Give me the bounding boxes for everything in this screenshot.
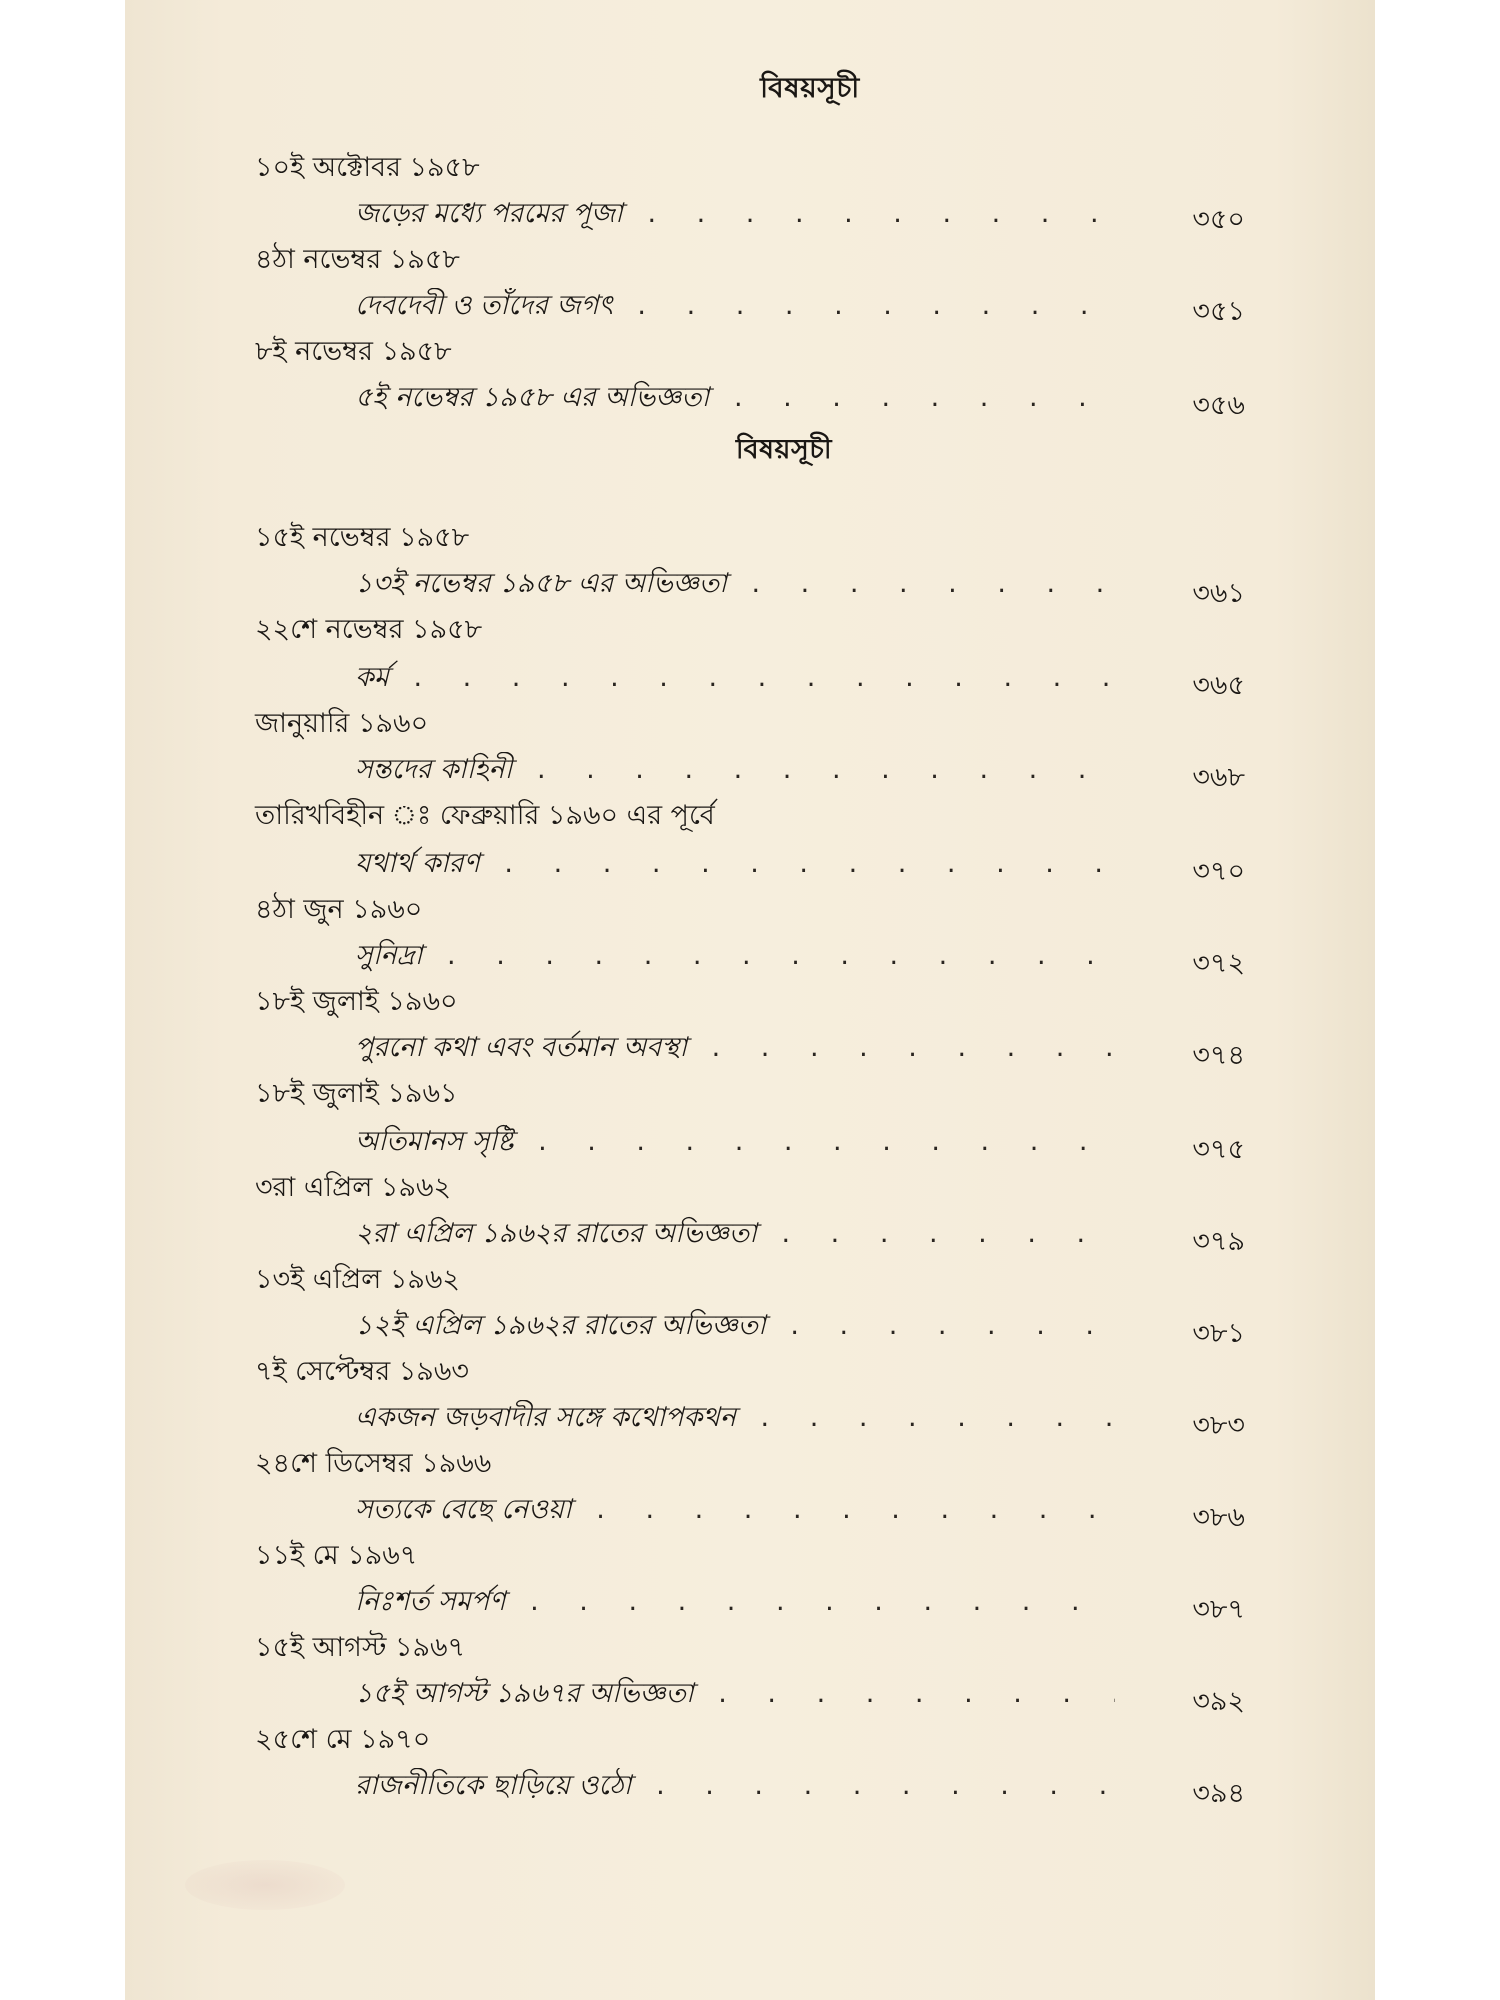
entry-date: ৩রা এপ্রিল ১৯৬২ [255,1172,452,1203]
entry-page-number: ৩৮৩ [1192,1410,1245,1441]
entry-title: সত্যকে বেছে নেওয়া . . [355,1492,1115,1528]
entry-date: ৭ই সেপ্টেম্বর ১৯৬৩ [255,1356,469,1387]
entry-date: ১৫ই আগস্ট ১৯৬৭ [255,1632,466,1663]
entry-date: ১৩ই এপ্রিল ১৯৬২ [255,1264,460,1295]
entry-page-number: ৩৯২ [1192,1686,1245,1717]
entry-title: ২রা এপ্রিল ১৯৬২র রাতের অভিজ্ঞতা . . [355,1216,1115,1252]
entry-date: ৮ই নভেম্বর ১৯৫৮ [255,336,452,367]
entry-title: কর্ম . . [355,660,1115,696]
page-title: বিষয়সূচী [760,71,860,104]
entry-title: ৫ই নভেম্বর ১৯৫৮ এর অভিজ্ঞতা . . [355,380,1115,416]
entry-page-number: ৩৭৪ [1192,1040,1245,1071]
entry-page-number: ৩৭২ [1192,948,1245,979]
entry-title: যথার্থ কারণ . . [355,846,1115,882]
entry-date: ২৫শে মে ১৯৭০ [255,1724,431,1755]
entry-date: ২৪শে ডিসেম্বর ১৯৬৬ [255,1448,492,1479]
entry-title: জড়ের মধ্যে পরমের পূজা . . [355,196,1115,232]
entry-page-number: ৩৮৭ [1192,1594,1245,1625]
entry-page-number: ৩৮৬ [1192,1502,1245,1533]
section-heading: বিষয়সূচী [735,434,833,465]
entry-page-number: ৩৭৫ [1192,1134,1245,1165]
entry-date: জানুয়ারি ১৯৬০ [255,708,429,739]
book-page [125,0,1375,2000]
entry-title: পুরনো কথা এবং বর্তমান অবস্থা . . [355,1030,1115,1066]
entry-date: ১১ই মে ১৯৬৭ [255,1540,418,1571]
entry-title: ১৫ই আগস্ট ১৯৬৭র অভিজ্ঞতা . . [355,1676,1115,1712]
entry-title: সুনিদ্রা . . [355,938,1115,974]
entry-date: ১৫ই নভেম্বর ১৯৫৮ [255,522,470,553]
entry-date: ২২শে নভেম্বর ১৯৫৮ [255,614,483,645]
entry-title: রাজনীতিকে ছাড়িয়ে ওঠো . . [355,1768,1115,1804]
entry-page-number: ৩৬৫ [1192,670,1245,701]
entry-page-number: ৩৫৬ [1192,390,1245,421]
entry-page-number: ৩৫১ [1192,296,1245,327]
entry-page-number: ৩৭৯ [1192,1226,1245,1257]
entry-page-number: ৩৬১ [1192,578,1245,609]
entry-page-number: ৩৫০ [1192,204,1245,235]
entry-page-number: ৩৭০ [1192,856,1245,887]
entry-page-number: ৩৮১ [1192,1318,1245,1349]
entry-title: সন্তদের কাহিনী . . [355,752,1115,788]
entry-title: অতিমানস সৃষ্টি . . [355,1124,1115,1160]
entry-date: ৪ঠা নভেম্বর ১৯৫৮ [255,244,460,275]
entry-date: ১০ই অক্টোবর ১৯৫৮ [255,152,480,183]
entry-title: ১২ই এপ্রিল ১৯৬২র রাতের অভিজ্ঞতা . . [355,1308,1115,1344]
entry-date: ১৮ই জুলাই ১৯৬০ [255,986,458,1017]
entry-title: নিঃশর্ত সমর্পণ . . [355,1584,1115,1620]
entry-date: ৪ঠা জুন ১৯৬০ [255,894,423,925]
paper-stain [185,1860,345,1910]
entry-title: একজন জড়বাদীর সঙ্গে কথোপকথন . . [355,1400,1115,1436]
entry-title: ১৩ই নভেম্বর ১৯৫৮ এর অভিজ্ঞতা . . [355,566,1115,602]
entry-date: ১৮ই জুলাই ১৯৬১ [255,1078,458,1109]
entry-title: দেবদেবী ও তাঁদের জগৎ . . [355,288,1115,324]
entry-date: তারিখবিহীন ঃ ফেব্রুয়ারি ১৯৬০ এর পূর্বে [255,800,715,831]
entry-page-number: ৩৯৪ [1192,1778,1245,1809]
entry-page-number: ৩৬৮ [1192,762,1245,793]
